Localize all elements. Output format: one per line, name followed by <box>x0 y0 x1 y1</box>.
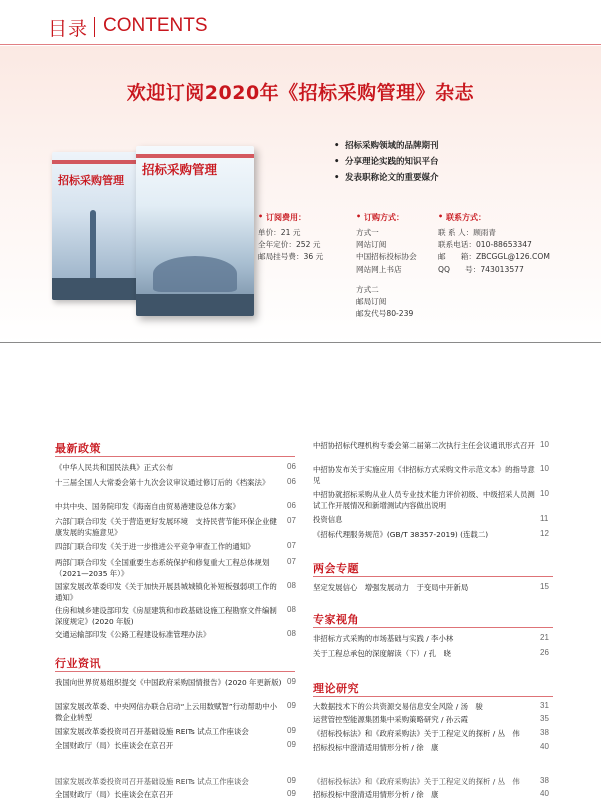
method-line: 网站订阅 <box>356 240 387 250</box>
banner-bottom-rule <box>0 342 601 343</box>
fees-heading: • 订阅费用： <box>258 212 323 223</box>
page-number: 26 <box>540 648 549 657</box>
toc-item[interactable]: 中招协发布关于实施应用《非招标方式采购文件示范文本》的指导意见 <box>313 465 535 485</box>
toc-item[interactable]: 十三届全国人大常委会第十九次会议审议通过修订后的《档案法》 <box>55 478 270 487</box>
page-number: 09 <box>287 776 296 785</box>
section-rule <box>313 696 553 697</box>
page-number: 35 <box>540 714 549 723</box>
feature-bullet: • 发表职称论文的重要媒介 <box>334 170 439 186</box>
page-number: 10 <box>540 489 549 498</box>
magazine-cover-back <box>52 152 148 300</box>
page-number: 11 <box>540 514 549 523</box>
feature-bullets <box>334 138 439 186</box>
cover-ground <box>136 294 254 316</box>
page-number: 10 <box>540 440 549 449</box>
toc-item[interactable]: 大数据技术下的公共资源交易信息安全风险 / 汤 骏 <box>313 702 483 711</box>
fee-line: 全年定价：252 元 <box>258 240 321 250</box>
toc-item[interactable]: 招标投标中澄清适用情形分析 / 徐 康 <box>313 743 439 752</box>
page-number: 06 <box>287 501 296 510</box>
magazine-front-title: 招标采购管理 <box>142 162 218 177</box>
contact-line: 邮 箱：ZBCGGL@126.COM <box>438 252 550 262</box>
method-line: 中国招标投标协会 <box>356 252 417 262</box>
toc-item[interactable]: 运营管控型能源集团集中采购策略研究 / 孙云霞 <box>313 715 469 724</box>
page-number: 40 <box>540 742 549 751</box>
contact-line: QQ 号：743013577 <box>438 264 524 274</box>
page-number: 09 <box>287 677 296 686</box>
toc-item-overflow[interactable]: 全国财政厅（局）长座谈会在京召开 <box>55 790 174 799</box>
method-line: 网站网上书店 <box>356 264 402 274</box>
header-title-en: CONTENTS <box>103 15 208 36</box>
section-rule <box>313 627 553 628</box>
page-number: 09 <box>287 740 296 749</box>
contact-column <box>438 212 550 276</box>
toc-item-overflow[interactable]: 国家发展改革委投资司召开基础设施 REITs 试点工作座谈会 <box>55 777 249 786</box>
contact-heading: • 联系方式： <box>438 212 550 223</box>
section-rule <box>313 576 553 577</box>
page-number: 07 <box>287 557 296 566</box>
page-number: 07 <box>287 541 296 550</box>
page-number: 15 <box>540 582 549 591</box>
toc-item[interactable]: 四部门联合印发《关于进一步推进公平竞争审查工作的通知》 <box>55 542 255 551</box>
page-number: 06 <box>287 462 296 471</box>
section-title: 最新政策 <box>55 442 101 455</box>
section-rule <box>55 671 295 672</box>
section-rule <box>55 456 295 457</box>
contact-line: 联系电话：010-88653347 <box>438 240 532 250</box>
toc-item[interactable]: 国家发展改革委、中央网信办联合启动“上云用数赋智”行动帮助中小微企业转型 <box>55 702 277 722</box>
page-number: 08 <box>287 581 296 590</box>
toc-item[interactable]: 交通运输部印发《公路工程建设标准管理办法》 <box>55 630 211 639</box>
feature-bullet: • 招标采购领域的品牌期刊 <box>334 138 439 154</box>
methods-column <box>356 212 417 320</box>
fee-line: 邮局挂号费：36 元 <box>258 252 324 262</box>
page-number: 12 <box>540 529 549 538</box>
magazine-cover-front <box>136 146 254 316</box>
page-number: 38 <box>540 776 549 785</box>
toc-item[interactable]: 中招协就招标采购从业人员专业技术能力评价初级、中级招采人员测试工作开展情况和新增测试内容做出说明 <box>313 490 535 510</box>
toc-item[interactable]: 国家发展改革委投资司召开基础设施 REITs 试点工作座谈会 <box>55 727 249 736</box>
toc-item-overflow[interactable]: 招标投标中澄清适用情形分析 / 徐 康 <box>313 790 439 799</box>
cover-strip <box>52 160 148 164</box>
fee-line: 单价：21 元 <box>258 228 301 237</box>
cover-strip <box>136 154 254 158</box>
cover-ground <box>52 278 148 300</box>
contents-header <box>0 0 601 46</box>
page-number: 09 <box>287 789 296 798</box>
methods-heading: • 订购方式： <box>356 212 417 223</box>
page-number: 08 <box>287 605 296 614</box>
toc-item[interactable]: 全国财政厅（局）长座谈会在京召开 <box>55 741 174 750</box>
section-title: 两会专题 <box>313 562 359 575</box>
toc-item[interactable]: 住房和城乡建设部印发《房屋建筑和市政基础设施工程勘察文件编制深度规定》(2020 年版) <box>55 606 277 626</box>
contact-line: 联 系 人：顾雨青 <box>438 228 496 237</box>
page-number: 40 <box>540 789 549 798</box>
method-line: 邮发代号80-239 <box>356 309 414 319</box>
header-rule <box>0 44 601 45</box>
page-number: 09 <box>287 726 296 735</box>
method-line: 邮局订阅 <box>356 296 387 306</box>
fees-column <box>258 212 323 264</box>
toc-item[interactable]: 我国向世界贸易组织提交《中国政府采购国情报告》(2020 年更新版) <box>55 678 282 687</box>
method-line: 方式一 <box>356 228 379 237</box>
page-number: 06 <box>287 477 296 486</box>
toc-item[interactable]: 六部门联合印发《关于营造更好发展环境 支持民营节能环保企业健康发展的实施意见》 <box>55 517 277 537</box>
section-title: 专家视角 <box>313 613 359 626</box>
magazine-back-title: 招标采购管理 <box>58 174 124 187</box>
toc-item[interactable]: 非招标方式采购的市场基础与实践 / 李小林 <box>313 634 454 643</box>
toc-item[interactable]: 《招标投标法》和《政府采购法》关于工程定义的探析 / 丛 伟 <box>313 729 520 738</box>
method-line: 方式二 <box>356 284 379 294</box>
page-number: 07 <box>287 516 296 525</box>
section-title: 理论研究 <box>313 682 359 695</box>
page-number: 21 <box>540 633 549 642</box>
header-title-cn: 目录 <box>48 18 89 40</box>
airport-icon <box>153 256 238 292</box>
header-divider <box>94 17 95 37</box>
page-number: 31 <box>540 701 549 710</box>
toc-item[interactable]: 国家发展改革委印发《关于加快开展县城城镇化补短板强弱项工作的通知》 <box>55 582 277 602</box>
toc-item[interactable]: 中共中央、国务院印发《海南自由贸易港建设总体方案》 <box>55 502 240 511</box>
toc-item[interactable]: 《招标代理服务规范》(GB/T 38357-2019) (连载二) <box>313 530 489 539</box>
tower-icon <box>90 210 96 280</box>
section-title: 行业资讯 <box>55 657 101 670</box>
feature-bullet: • 分享理论实践的知识平台 <box>334 154 439 170</box>
toc-item[interactable]: 中招协招标代理机构专委会第二届第二次执行主任会议通讯形式召开 <box>313 441 535 450</box>
page-number: 09 <box>287 701 296 710</box>
page-number: 10 <box>540 464 549 473</box>
page-number: 08 <box>287 629 296 638</box>
page-number: 38 <box>540 728 549 737</box>
toc-item[interactable]: 关于工程总承包的深度解读（下）/ 孔 晓 <box>313 649 451 658</box>
toc-item[interactable]: 《中华人民共和国民法典》正式公布 <box>55 463 174 472</box>
toc-item[interactable]: 投资信息 <box>313 515 343 524</box>
toc-item[interactable]: 两部门联合印发《全国重要生态系统保护和修复重大工程总体规划（2021—2035 年）》 <box>55 558 270 578</box>
toc-item[interactable]: 坚定发展信心 增强发展动力 于变局中开新局 <box>313 583 469 592</box>
toc-item-overflow[interactable]: 《招标投标法》和《政府采购法》关于工程定义的探析 / 丛 伟 <box>313 777 520 786</box>
subscription-title: 欢迎订阅2020年《招标采购管理》杂志 <box>126 82 475 104</box>
